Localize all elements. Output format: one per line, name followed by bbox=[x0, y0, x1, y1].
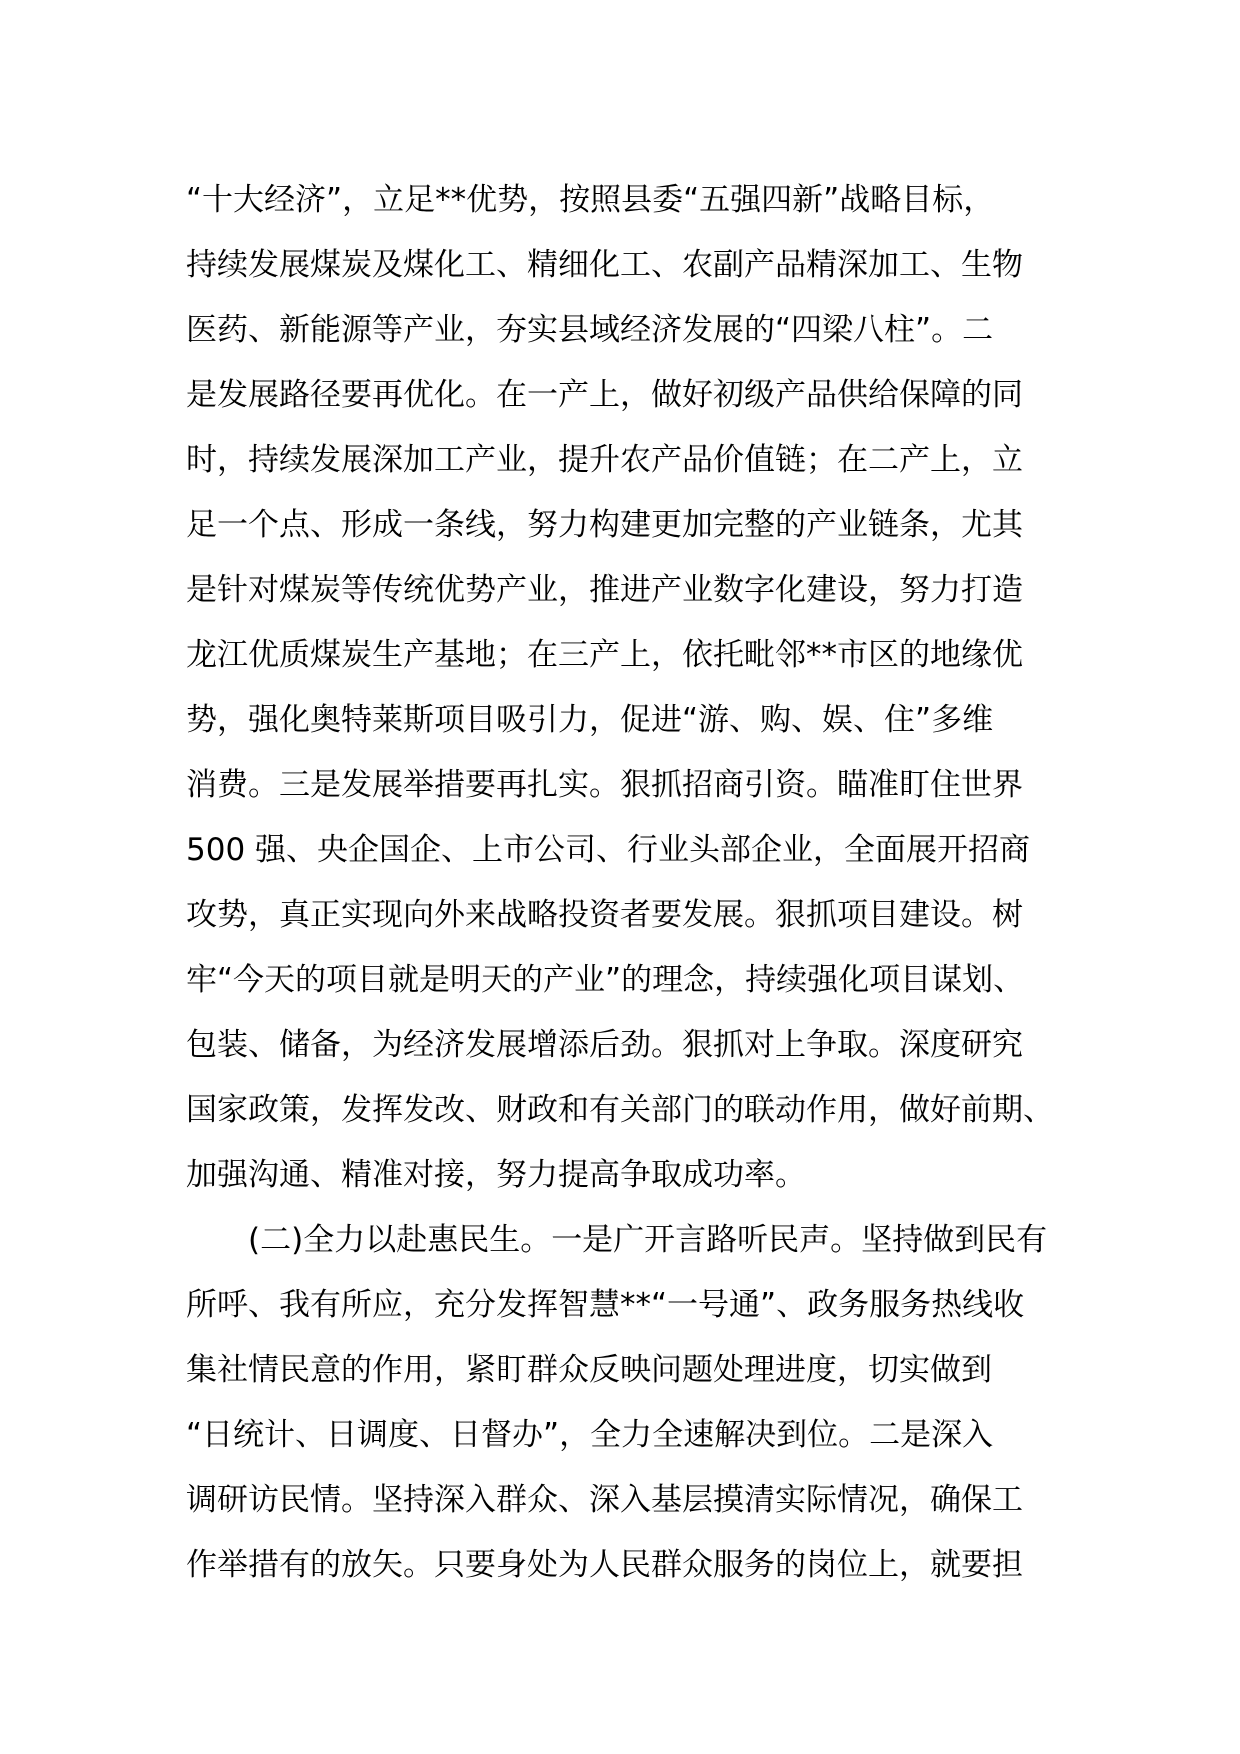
text-line: 牢“今天的项目就是明天的产业”的理念，持续强化项目谋划、 bbox=[186, 962, 1025, 998]
body-text bbox=[186, 168, 1066, 1598]
text-line: “十大经济”，立足**优势，按照县委“五强四新”战略目标， bbox=[186, 182, 995, 218]
text-line: 攻势，真正实现向外来战略投资者要发展。狠抓项目建设。树 bbox=[186, 897, 1023, 933]
text-line: 作举措有的放矢。只要身处为人民群众服务的岗位上，就要担 bbox=[186, 1547, 1023, 1583]
paragraph-heading-line: (二)全力以赴惠民生。一是广开言路听民声。坚持做到民有 bbox=[248, 1222, 1048, 1258]
text-line: 所呼、我有所应，充分发挥智慧**“一号通”、政务服务热线收 bbox=[186, 1287, 1025, 1323]
text-line: 加强沟通、精准对接，努力提高争取成功率。 bbox=[186, 1157, 806, 1193]
text-line: 足一个点、形成一条线，努力构建更加完整的产业链条，尤其 bbox=[186, 507, 1023, 543]
text-line: 持续发展煤炭及煤化工、精细化工、农副产品精深加工、生物 bbox=[186, 247, 1023, 283]
text-line: 龙江优质煤炭生产基地；在三产上，依托毗邻**市区的地缘优 bbox=[186, 637, 1023, 673]
text-line: 时，持续发展深加工产业，提升农产品价值链；在二产上，立 bbox=[186, 442, 1023, 478]
text-line: 500 强、央企国企、上市公司、行业头部企业，全面展开招商 bbox=[186, 832, 1031, 868]
text-line: 是发展路径要再优化。在一产上，做好初级产品供给保障的同 bbox=[186, 377, 1023, 413]
text-line: 是针对煤炭等传统优势产业，推进产业数字化建设，努力打造 bbox=[186, 572, 1023, 608]
text-line: 消费。三是发展举措要再扎实。狠抓招商引资。瞄准盯住世界 bbox=[186, 767, 1023, 803]
text-line: 势，强化奥特莱斯项目吸引力，促进“游、购、娱、住”多维 bbox=[186, 702, 994, 738]
text-line: 调研访民情。坚持深入群众、深入基层摸清实际情况，确保工 bbox=[186, 1482, 1023, 1518]
text-line: 医药、新能源等产业，夯实县域经济发展的“四梁八柱”。二 bbox=[186, 312, 994, 348]
text-line: “日统计、日调度、日督办”，全力全速解决到位。二是深入 bbox=[186, 1417, 994, 1453]
text-line: 包装、储备，为经济发展增添后劲。狠抓对上争取。深度研究 bbox=[186, 1027, 1023, 1063]
text-line: 国家政策，发挥发改、财政和有关部门的联动作用，做好前期、 bbox=[186, 1092, 1054, 1128]
text-line: 集社情民意的作用，紧盯群众反映问题处理进度，切实做到 bbox=[186, 1352, 992, 1388]
